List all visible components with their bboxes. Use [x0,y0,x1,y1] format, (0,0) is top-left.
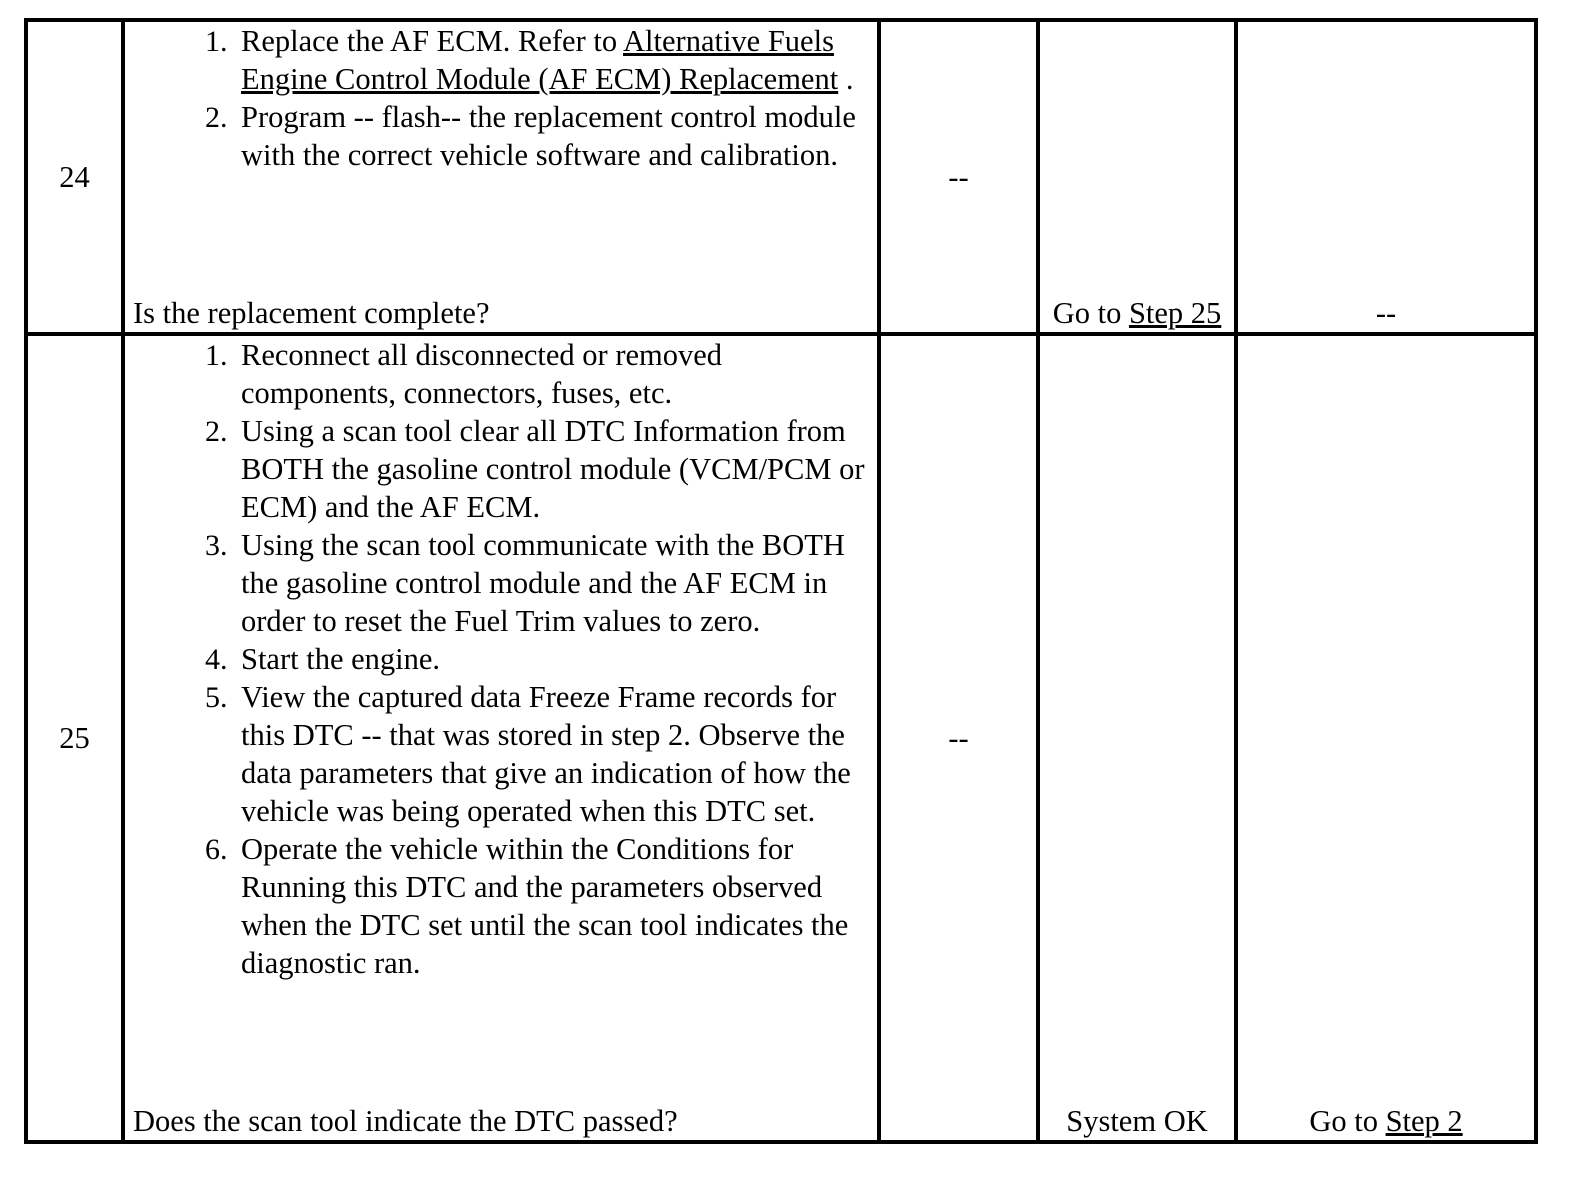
action-item: 1. Reconnect all disconnected or removed components, connectors, fuses, etc. [235,336,869,412]
step-question: Does the scan tool indicate the DTC passed? [133,1104,678,1138]
action-item: 6. Operate the vehicle within the Conditions for Running this DTC and the parameters observed when the DTC set until the scan tool indicates the diagnostic ran. [235,830,869,982]
go-to-step-link[interactable]: Step 25 [1128,296,1222,330]
action-list [133,22,869,174]
action-item: 4. Start the engine. [235,640,869,678]
table-row-step-25 [26,334,1536,1142]
no-cell: Go to Step 2 [1236,334,1536,1142]
table-row-step-24 [26,20,1536,334]
go-to-step-link[interactable]: Step 2 [1385,1104,1463,1138]
action-item: 3. Using the scan tool communicate with the BOTH the gasoline control module and the AF ECM in order to reset the Fuel Trim values to zero. [235,526,869,640]
procedure-link[interactable]: Alternative Fuels Engine Control Module (AF ECM) Replacement [241,24,839,96]
system-ok-text: System OK [1066,1104,1208,1138]
action-cell [123,20,879,334]
diagnostic-table [24,18,1538,1144]
action-list [133,336,869,982]
action-item: 2. Using a scan tool clear all DTC Information from BOTH the gasoline control module (VCM/PCM or ECM) and the AF ECM. [235,412,869,526]
yes-cell [1038,334,1236,1142]
value-cell: -- [879,20,1038,334]
action-item: 5. View the captured data Freeze Frame records for this DTC -- that was stored in step 2. Observe the data parameters that give an indication of how the vehicle was being operated when this DTC set. [235,678,869,830]
value-cell: -- [879,334,1038,1142]
step-number: 25 [26,334,123,1142]
step-question: Is the replacement complete? [133,296,490,330]
step-number: 24 [26,20,123,334]
no-cell: -- [1236,20,1536,334]
yes-cell: Go to Step 25 [1038,20,1236,334]
action-cell [123,334,879,1142]
action-item: 2. Program -- flash-- the replacement control module with the correct vehicle software and calibration. [235,98,869,174]
action-item: 1. Replace the AF ECM. Refer to Alternative Fuels Engine Control Module (AF ECM) Replacement . [235,22,869,98]
